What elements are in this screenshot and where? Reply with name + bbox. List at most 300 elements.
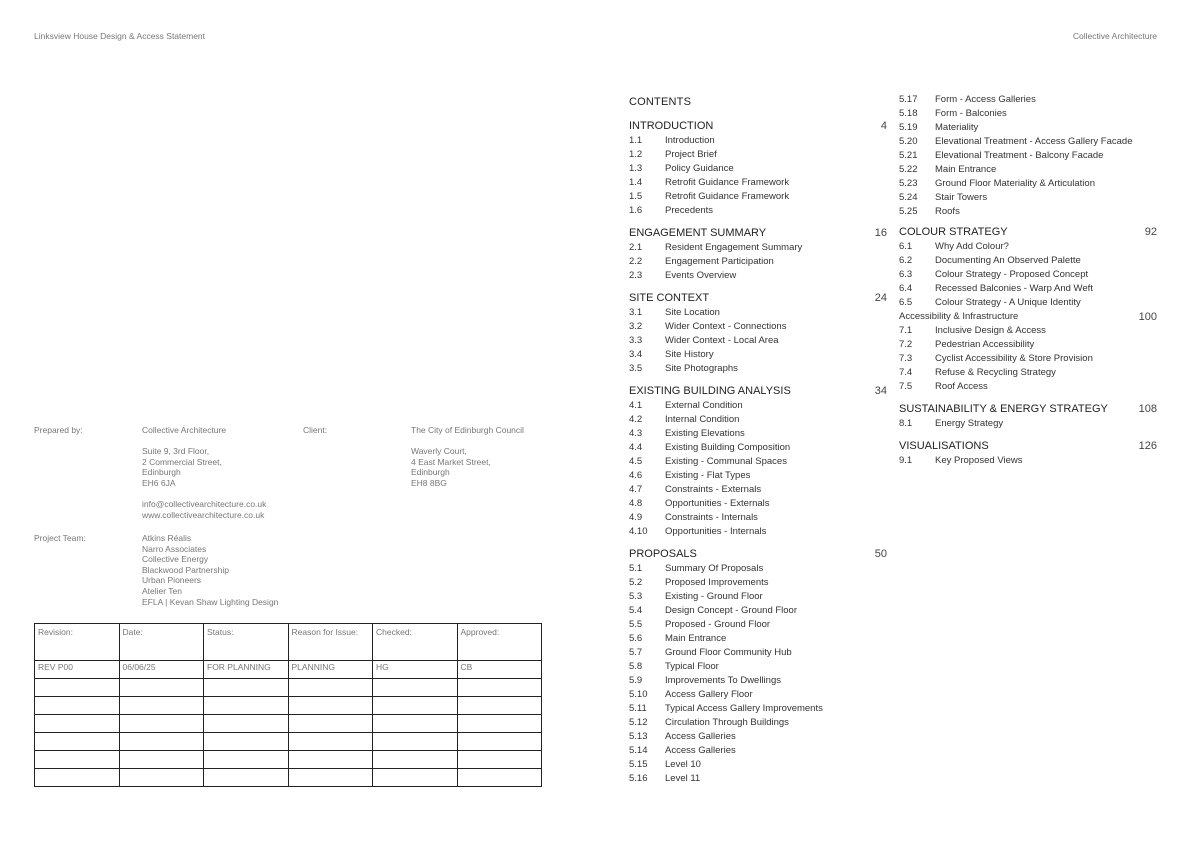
table-row (35, 661, 542, 679)
table-cell (119, 715, 204, 733)
section-page-number: 24 (874, 292, 887, 304)
prepared-by-line: www.collectivearchitecture.co.uk (142, 509, 265, 520)
client-line: Waverly Court, (411, 446, 467, 457)
contents-section (899, 225, 1157, 310)
item-number: 5.25 (899, 206, 918, 217)
table-cell (204, 733, 289, 751)
table-cell (119, 679, 204, 697)
item-number: 4.5 (629, 456, 643, 467)
table-row (35, 769, 542, 787)
contents-item (629, 134, 887, 148)
table-header-cell: Checked: (373, 624, 458, 661)
contents-item (629, 413, 887, 427)
table-cell (457, 769, 542, 787)
client-line: EH8 8BG (411, 477, 447, 488)
table-header-cell: Revision: (35, 624, 120, 661)
contents-item (899, 191, 1157, 205)
item-title: Engagement Participation (665, 256, 774, 267)
item-title: Site Photographs (665, 363, 738, 374)
table-row (35, 733, 542, 751)
contents-item (899, 296, 1157, 310)
table-cell (119, 697, 204, 715)
item-number: 2.2 (629, 256, 643, 267)
contents-item (629, 758, 887, 772)
table-cell (373, 751, 458, 769)
client-line: 4 East Market Street, (411, 456, 491, 467)
item-number: 5.2 (629, 577, 643, 588)
table-header-cell: Date: (119, 624, 204, 661)
item-number: 5.20 (899, 136, 918, 147)
item-number: 1.4 (629, 177, 643, 188)
contents-item (629, 660, 887, 674)
contents-section (899, 439, 1157, 468)
item-title: External Condition (665, 400, 743, 411)
item-title: Access Galleries (665, 731, 736, 742)
item-number: 5.17 (899, 94, 918, 105)
item-title: Access Galleries (665, 745, 736, 756)
item-number: 5.5 (629, 619, 643, 630)
item-title: Ground Floor Materiality & Articulation (935, 178, 1095, 189)
team-member: Atelier Ten (142, 585, 183, 596)
item-number: 5.4 (629, 605, 643, 616)
item-title: Typical Floor (665, 661, 719, 672)
item-title: Colour Strategy - A Unique Identity (935, 297, 1081, 308)
item-title: Precedents (665, 205, 714, 216)
item-number: 6.5 (899, 297, 913, 308)
contents-item (899, 282, 1157, 296)
section-title: COLOUR STRATEGY (899, 226, 1008, 238)
table-cell (457, 751, 542, 769)
contents-section (629, 547, 887, 786)
item-number: 8.1 (899, 418, 913, 429)
section-title: EXISTING BUILDING ANALYSIS (629, 385, 791, 397)
item-title: Retrofit Guidance Framework (665, 177, 790, 188)
contents-item (629, 320, 887, 334)
item-title: Key Proposed Views (935, 455, 1023, 466)
item-title: Circulation Through Buildings (665, 717, 789, 728)
item-title: Stair Towers (935, 192, 988, 203)
item-number: 7.4 (899, 367, 913, 378)
section-page-number: 126 (1138, 440, 1157, 452)
item-title: Existing - Flat Types (665, 470, 751, 481)
prepared-by-line: 2 Commercial Street, (142, 456, 222, 467)
item-title: Roof Access (935, 381, 988, 392)
contents-item (629, 148, 887, 162)
client-line (411, 436, 524, 447)
section-page-number: 4 (880, 120, 887, 132)
item-number: 7.2 (899, 339, 913, 350)
item-number: 5.11 (629, 703, 647, 714)
contents-item (899, 380, 1157, 394)
item-number: 9.1 (899, 455, 913, 466)
contents-section (899, 310, 1157, 394)
contents-item (629, 511, 887, 525)
contents-item (629, 334, 887, 348)
client-details (411, 425, 524, 489)
team-member: Collective Energy (142, 554, 209, 565)
contents-item (629, 441, 887, 455)
table-row (35, 751, 542, 769)
team-member: EFLA | Kevan Shaw Lighting Design (142, 596, 279, 607)
section-heading (899, 402, 1157, 417)
item-number: 5.15 (629, 759, 648, 770)
table-cell (204, 697, 289, 715)
contents-item (629, 255, 887, 269)
item-number: 1.2 (629, 149, 643, 160)
contents-item (629, 348, 887, 362)
team-member: Urban Pioneers (142, 575, 202, 586)
item-title: Roofs (935, 206, 960, 217)
table-cell (288, 769, 373, 787)
contents-item (899, 268, 1157, 282)
item-number: 3.4 (629, 349, 643, 360)
prepared-by-details (142, 425, 266, 520)
section-title: Accessibility & Infrastructure (899, 311, 1019, 322)
item-number: 5.13 (629, 731, 648, 742)
contents-item (629, 674, 887, 688)
table-cell: PLANNING (288, 661, 373, 679)
contents-item (899, 163, 1157, 177)
item-number: 6.2 (899, 255, 913, 266)
table-cell (35, 751, 120, 769)
section-heading (629, 226, 887, 241)
prepared-by-line (142, 489, 266, 500)
item-title: Existing Elevations (665, 428, 745, 439)
contents-item (629, 362, 887, 376)
table-cell (457, 715, 542, 733)
contents-section (629, 384, 887, 539)
table-cell (204, 715, 289, 733)
item-title: Opportunities - Externals (665, 498, 770, 509)
table-cell: REV P00 (35, 661, 120, 679)
item-number: 3.1 (629, 307, 643, 318)
table-cell (119, 769, 204, 787)
item-title: Recessed Balconies - Warp And Weft (935, 283, 1093, 294)
section-page-number: 92 (1144, 226, 1157, 238)
contents-item (899, 454, 1157, 468)
section-heading (629, 384, 887, 399)
contents-item (899, 93, 1157, 107)
contents-item (629, 744, 887, 758)
item-title: Existing - Ground Floor (665, 591, 763, 602)
table-cell (288, 697, 373, 715)
contents-item (629, 590, 887, 604)
section-title: PROPOSALS (629, 548, 697, 560)
team-member: Narro Associates (142, 543, 207, 554)
table-row (35, 697, 542, 715)
item-title: Level 10 (665, 759, 701, 770)
contents-item (899, 121, 1157, 135)
item-title: Main Entrance (935, 164, 997, 175)
item-title: Constraints - Internals (665, 512, 758, 523)
contents-section (629, 119, 887, 218)
contents-item (899, 205, 1157, 219)
item-number: 4.4 (629, 442, 643, 453)
item-number: 5.18 (899, 108, 918, 119)
revision-table (34, 623, 542, 787)
item-title: Site History (665, 349, 714, 360)
item-number: 5.6 (629, 633, 643, 644)
item-number: 1.5 (629, 191, 643, 202)
item-title: Site Location (665, 307, 720, 318)
section-page-number: 50 (874, 548, 887, 560)
item-title: Constraints - Externals (665, 484, 762, 495)
item-title: Resident Engagement Summary (665, 242, 803, 253)
section-heading (899, 225, 1157, 240)
item-number: 4.7 (629, 484, 643, 495)
item-title: Elevational Treatment - Balcony Facade (935, 150, 1104, 161)
table-cell (204, 769, 289, 787)
item-title: Form - Balconies (935, 108, 1007, 119)
contents-item (629, 618, 887, 632)
item-number: 7.5 (899, 381, 913, 392)
contents-item (629, 162, 887, 176)
contents-section (629, 226, 887, 283)
table-cell (288, 679, 373, 697)
item-title: Why Add Colour? (935, 241, 1009, 252)
item-number: 7.3 (899, 353, 913, 364)
section-page-number: 16 (874, 227, 887, 239)
table-cell (288, 715, 373, 733)
item-title: Inclusive Design & Access (935, 325, 1046, 336)
item-title: Summary Of Proposals (665, 563, 764, 574)
table-cell: CB (457, 661, 542, 679)
section-page-number: 34 (874, 385, 887, 397)
contents-item (899, 107, 1157, 121)
table-cell (373, 769, 458, 787)
item-number: 5.3 (629, 591, 643, 602)
section-heading (629, 547, 887, 562)
item-number: 4.10 (629, 526, 648, 537)
contents-item (629, 525, 887, 539)
item-number: 5.1 (629, 563, 643, 574)
contents-item (899, 135, 1157, 149)
item-title: Retrofit Guidance Framework (665, 191, 790, 202)
item-number: 5.22 (899, 164, 918, 175)
item-number: 7.1 (899, 325, 913, 336)
table-cell (373, 715, 458, 733)
item-title: Opportunities - Internals (665, 526, 767, 537)
section-title: ENGAGEMENT SUMMARY (629, 227, 767, 239)
contents-item (629, 190, 887, 204)
item-number: 2.1 (629, 242, 643, 253)
table-cell (288, 751, 373, 769)
item-title: Internal Condition (665, 414, 740, 425)
section-heading (899, 310, 1157, 324)
item-number: 3.5 (629, 363, 643, 374)
item-title: Existing - Communal Spaces (665, 456, 787, 467)
item-number: 4.8 (629, 498, 643, 509)
table-cell: 06/06/25 (119, 661, 204, 679)
item-title: Energy Strategy (935, 418, 1004, 429)
prepared-by-line (142, 436, 266, 447)
contents-item (899, 149, 1157, 163)
client-label: Client: (303, 425, 328, 435)
contents-item (629, 562, 887, 576)
item-title: Introduction (665, 135, 715, 146)
item-title: Colour Strategy - Proposed Concept (935, 269, 1089, 280)
contents-item (899, 338, 1157, 352)
table-cell (35, 697, 120, 715)
contents-item (629, 241, 887, 255)
contents-column-2 (899, 93, 1157, 476)
item-number: 5.12 (629, 717, 648, 728)
item-title: Form - Access Galleries (935, 94, 1036, 105)
prepared-by-line: Edinburgh (142, 467, 181, 478)
table-cell (288, 733, 373, 751)
contents-item (899, 177, 1157, 191)
table-cell (35, 679, 120, 697)
table-cell: HG (373, 661, 458, 679)
item-title: Main Entrance (665, 633, 727, 644)
prepared-by-line: info@collectivearchitecture.co.uk (142, 499, 267, 510)
table-cell (35, 769, 120, 787)
contents-item (629, 772, 887, 786)
contents-section-continued (899, 93, 1157, 219)
section-page-number: 100 (1138, 311, 1157, 323)
project-team-label: Project Team: (34, 533, 86, 543)
item-title: Level 11 (665, 773, 701, 784)
item-number: 1.6 (629, 205, 643, 216)
item-number: 4.9 (629, 512, 643, 523)
contents-item (629, 469, 887, 483)
section-title: INTRODUCTION (629, 120, 714, 132)
table-cell (119, 751, 204, 769)
item-number: 3.3 (629, 335, 643, 346)
contents-title: CONTENTS (629, 96, 692, 108)
prepared-by-line: EH6 6JA (142, 477, 176, 488)
contents-item (899, 417, 1157, 431)
item-number: 4.3 (629, 428, 643, 439)
prepared-by-label: Prepared by: (34, 425, 83, 435)
contents-item (629, 269, 887, 283)
item-title: Elevational Treatment - Access Gallery Facade (935, 136, 1133, 147)
section-page-number: 108 (1138, 403, 1157, 415)
item-title: Proposed Improvements (665, 577, 769, 588)
item-number: 5.19 (899, 122, 918, 133)
item-title: Typical Access Gallery Improvements (665, 703, 823, 714)
contents-item (899, 324, 1157, 338)
contents-section (629, 291, 887, 376)
contents-item (629, 497, 887, 511)
item-number: 1.1 (629, 135, 643, 146)
contents-item (629, 716, 887, 730)
item-number: 5.21 (899, 150, 918, 161)
table-cell (457, 679, 542, 697)
contents-item (899, 240, 1157, 254)
item-number: 5.23 (899, 178, 918, 189)
table-cell (35, 715, 120, 733)
team-member: Blackwood Partnership (142, 564, 229, 575)
section-heading (629, 119, 887, 134)
table-cell (119, 733, 204, 751)
section-heading (899, 439, 1157, 454)
team-member: Atkins Réalis (142, 533, 192, 543)
table-row (35, 715, 542, 733)
item-number: 5.10 (629, 689, 648, 700)
contents-item (629, 702, 887, 716)
item-title: Pedestrian Accessibility (935, 339, 1035, 350)
table-header-cell: Reason for Issue: (288, 624, 373, 661)
table-cell (204, 751, 289, 769)
client-line: The City of Edinburgh Council (411, 425, 524, 435)
item-title: Project Brief (665, 149, 717, 160)
table-header-cell: Approved: (457, 624, 542, 661)
contents-item (629, 688, 887, 702)
document-title-header: Linksview House Design & Access Statement (34, 31, 206, 41)
item-number: 4.1 (629, 400, 643, 411)
item-title: Materiality (935, 122, 979, 133)
table-cell: FOR PLANNING (204, 661, 289, 679)
section-heading (629, 291, 887, 306)
item-title: Existing Building Composition (665, 442, 791, 453)
item-title: Refuse & Recycling Strategy (935, 367, 1056, 378)
item-number: 6.4 (899, 283, 913, 294)
item-title: Improvements To Dwellings (665, 675, 781, 686)
prepared-by-line: Collective Architecture (142, 425, 227, 435)
item-number: 5.14 (629, 745, 648, 756)
table-cell (457, 697, 542, 715)
item-title: Design Concept - Ground Floor (665, 605, 798, 616)
item-number: 4.2 (629, 414, 643, 425)
table-cell (35, 733, 120, 751)
item-title: Access Gallery Floor (665, 689, 753, 700)
contents-section (899, 402, 1157, 431)
item-title: Wider Context - Local Area (665, 335, 779, 346)
company-name-header: Collective Architecture (1072, 31, 1157, 41)
contents-column-1 (629, 93, 887, 794)
table-cell (373, 679, 458, 697)
item-number: 5.7 (629, 647, 643, 658)
project-team-list (142, 533, 278, 607)
table-cell (204, 679, 289, 697)
section-title: SITE CONTEXT (629, 292, 710, 304)
contents-item (629, 646, 887, 660)
item-title: Cyclist Accessibility & Store Provision (935, 353, 1093, 364)
table-header-cell: Status: (204, 624, 289, 661)
item-number: 2.3 (629, 270, 643, 281)
contents-item (629, 576, 887, 590)
item-title: Proposed - Ground Floor (665, 619, 771, 630)
contents-item (629, 455, 887, 469)
contents-item (629, 427, 887, 441)
item-title: Documenting An Observed Palette (935, 255, 1081, 266)
client-line: Edinburgh (411, 467, 450, 478)
contents-item (899, 366, 1157, 380)
contents-item (629, 306, 887, 320)
table-row (35, 679, 542, 697)
contents-item (629, 632, 887, 646)
item-title: Ground Floor Community Hub (665, 647, 792, 658)
item-title: Wider Context - Connections (665, 321, 787, 332)
item-number: 5.16 (629, 773, 648, 784)
item-number: 6.3 (899, 269, 913, 280)
contents-item (899, 254, 1157, 268)
section-title: SUSTAINABILITY & ENERGY STRATEGY (899, 403, 1108, 415)
item-number: 1.3 (629, 163, 643, 174)
item-number: 5.24 (899, 192, 918, 203)
item-number: 6.1 (899, 241, 913, 252)
table-cell (373, 697, 458, 715)
table-cell (373, 733, 458, 751)
contents-item (629, 483, 887, 497)
prepared-by-line: Suite 9, 3rd Floor, (142, 446, 210, 457)
contents-item (629, 176, 887, 190)
contents-item (629, 730, 887, 744)
contents-item (629, 204, 887, 218)
item-title: Policy Guidance (665, 163, 734, 174)
item-number: 5.8 (629, 661, 643, 672)
